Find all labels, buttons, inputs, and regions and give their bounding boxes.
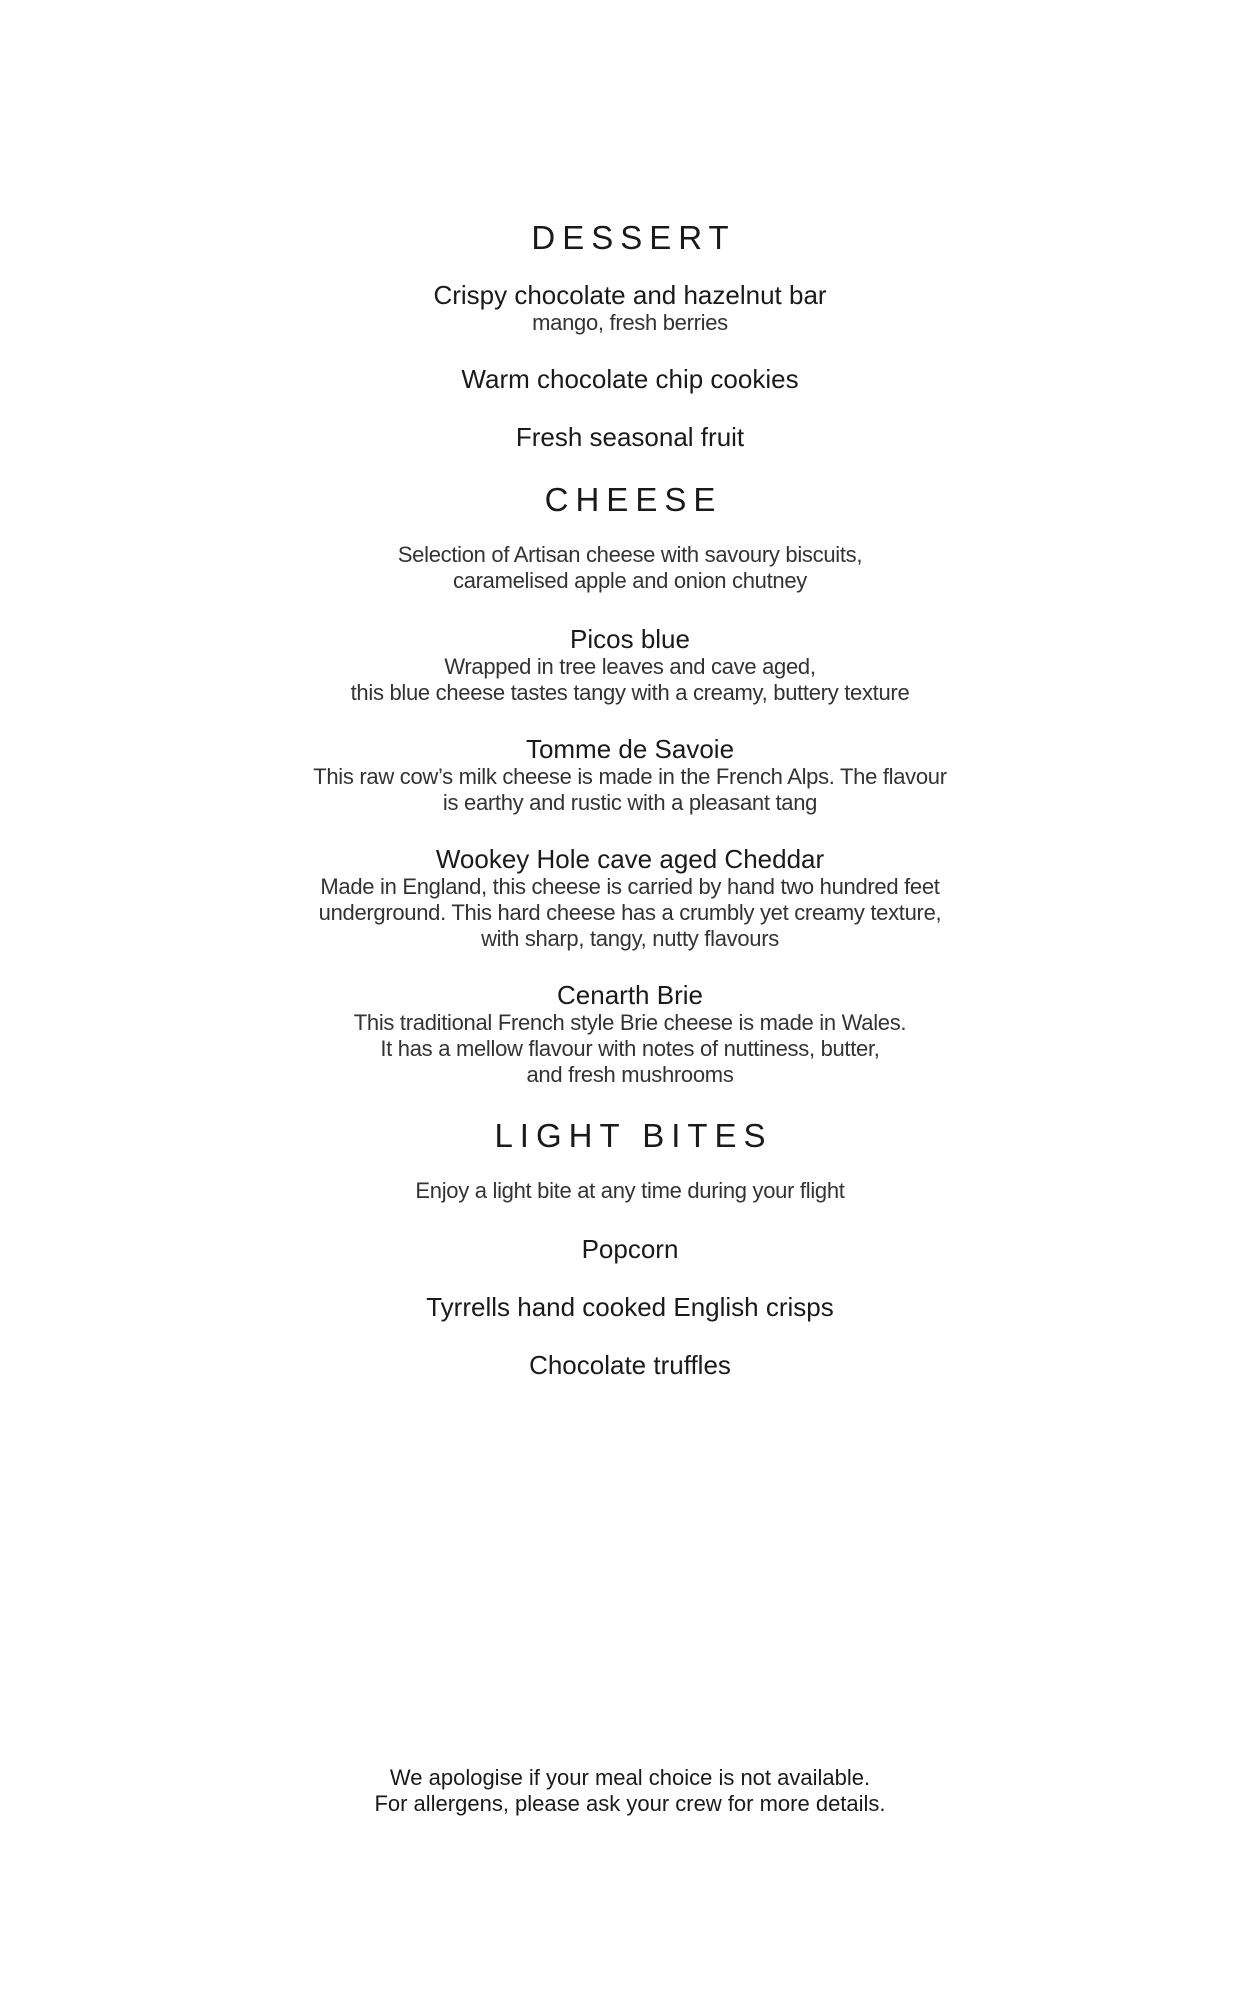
item-description-line: and fresh mushrooms (526, 1062, 734, 1087)
menu-item (230, 1292, 1030, 1322)
item-name: Tomme de Savoie (525, 734, 735, 764)
dessert-section (230, 218, 1030, 452)
footer-line: For allergens, please ask your crew for more details. (374, 1791, 886, 1816)
menu-item (230, 980, 1030, 1088)
item-name: Picos blue (570, 624, 690, 654)
cheese-heading: CHEESE (544, 481, 723, 518)
menu-item (230, 364, 1030, 394)
cheese-section (230, 480, 1030, 1088)
footer-line: We apologise if your meal choice is not available. (389, 1765, 871, 1790)
light-bites-section (230, 1116, 1030, 1380)
menu-item (230, 844, 1030, 952)
footer-note (230, 1765, 1030, 1817)
item-description-line: this blue cheese tastes tangy with a creamy, buttery texture (350, 680, 910, 705)
item-name: Fresh seasonal fruit (515, 422, 745, 452)
item-description-line: underground. This hard cheese has a crumbly yet creamy texture, (318, 900, 942, 925)
item-description-line: is earthy and rustic with a pleasant tang (442, 790, 818, 815)
dessert-heading: DESSERT (531, 219, 736, 256)
menu-page (230, 218, 1030, 1408)
item-description-line: with sharp, tangy, nutty flavours (481, 926, 779, 951)
menu-item (230, 1350, 1030, 1380)
menu-item (230, 280, 1030, 336)
item-name: Wookey Hole cave aged Cheddar (435, 844, 825, 874)
light-bites-intro: Enjoy a light bite at any time during your flight (415, 1178, 845, 1203)
intro-line: caramelised apple and onion chutney (453, 568, 807, 593)
item-name: Cenarth Brie (557, 980, 703, 1010)
item-description-line: It has a mellow flavour with notes of nuttiness, butter, (380, 1036, 880, 1061)
item-name: Popcorn (581, 1234, 679, 1264)
menu-item (230, 734, 1030, 816)
item-name: Chocolate truffles (529, 1350, 731, 1380)
menu-item (230, 422, 1030, 452)
item-description-line: Made in England, this cheese is carried by hand two hundred feet (320, 874, 940, 899)
intro-line: Selection of Artisan cheese with savoury biscuits, (397, 542, 863, 567)
menu-item (230, 624, 1030, 706)
item-description: mango, fresh berries (532, 310, 728, 335)
item-name: Warm chocolate chip cookies (461, 364, 799, 394)
item-name: Tyrrells hand cooked English crisps (426, 1292, 834, 1322)
light-bites-heading: LIGHT BITES (494, 1117, 773, 1154)
item-description-line: This traditional French style Brie cheese is made in Wales. (353, 1010, 907, 1035)
item-description-line: Wrapped in tree leaves and cave aged, (444, 654, 816, 679)
item-name: Crispy chocolate and hazelnut bar (433, 280, 827, 310)
menu-item (230, 1234, 1030, 1264)
cheese-intro (230, 542, 1030, 594)
item-description-line: This raw cow’s milk cheese is made in the French Alps. The flavour (313, 764, 947, 789)
